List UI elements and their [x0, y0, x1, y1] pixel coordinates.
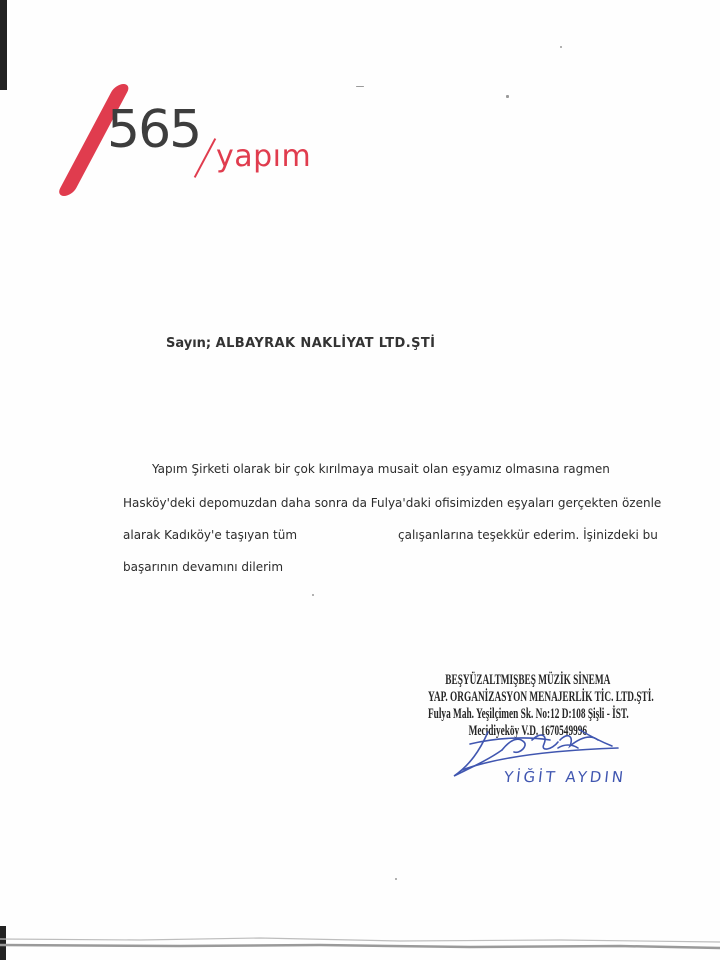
recipient-name: ALBAYRAK NAKLİYAT LTD.ŞTİ	[215, 336, 436, 351]
stamp-line-4: Mecidiyeköy V.D. 1670549996	[468, 723, 588, 739]
signer-name: YİĞİT AYDIN	[503, 768, 627, 786]
letter-line-4: başarının devamını dilerim	[123, 560, 284, 574]
salutation	[166, 336, 435, 351]
scan-speck	[312, 594, 314, 596]
letter-line-2: Hasköy'deki depomuzdan daha sonra da Fulya'daki ofisimizden eşyaları gerçekten özenle	[123, 496, 662, 510]
letter-line-3a: alarak Kadıköy'e taşıyan tüm	[123, 528, 298, 542]
stamp-line-1: BEŞYÜZALTMIŞBEŞ MÜZİK SİNEMA	[445, 672, 611, 688]
stamp-line-3: Fulya Mah. Yeşilçimen Sk. No:12 D:108 Şişli - İST.	[428, 706, 629, 722]
scan-speck	[356, 86, 364, 87]
logo-word: yapım	[216, 139, 312, 174]
scan-speck	[506, 95, 509, 98]
letter-line-3b: çalışanlarına teşekkür ederim. İşinizdeki bu	[398, 528, 658, 542]
stamp-line-2: YAP. ORGANİZASYON MENAJERLİK TİC. LTD.ŞTİ.	[428, 689, 654, 705]
letter-line-1: Yapım Şirketi olarak bir çok kırılmaya musait olan eşyamız olmasına ragmen	[152, 462, 610, 476]
salutation-prefix: Sayın;	[166, 336, 212, 351]
company-logo	[34, 84, 334, 194]
scan-speck	[560, 46, 562, 48]
scan-edge-top-left	[0, 0, 7, 90]
logo-number: 565	[107, 100, 201, 160]
scan-speck	[395, 878, 397, 880]
scan-bottom-edge	[0, 936, 720, 950]
